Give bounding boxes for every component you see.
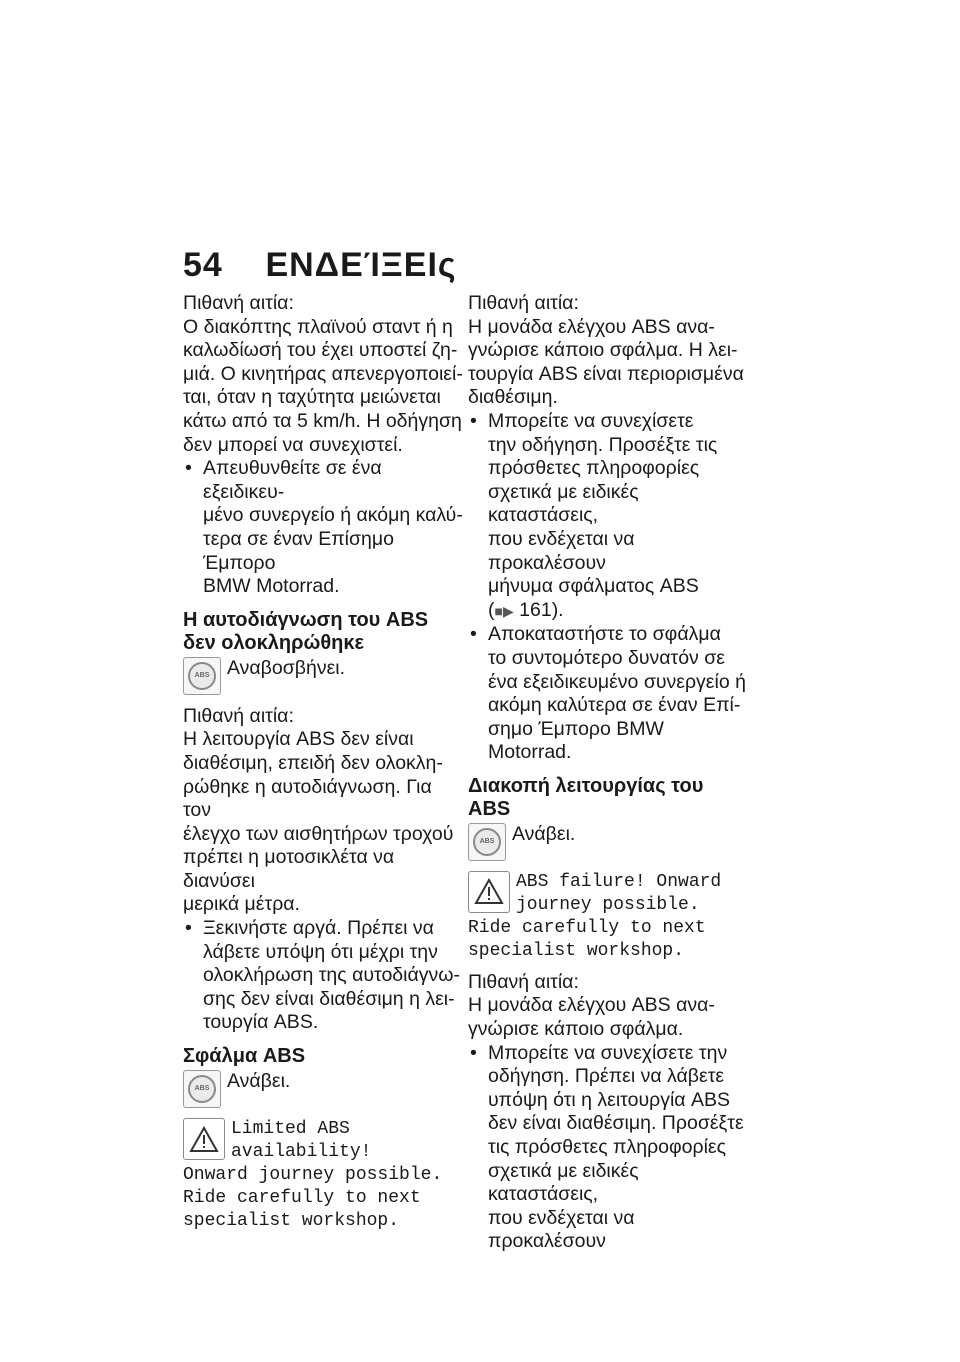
text-line: ένα εξειδικευμένο συνεργείο ή	[488, 670, 746, 693]
message-line: availability!	[231, 1142, 372, 1163]
text-line: διαθέσιμη.	[468, 386, 558, 409]
section-heading	[183, 609, 463, 655]
text-line: τουργία ABS είναι περιορισμένα	[468, 362, 744, 385]
message-line: specialist workshop.	[183, 1211, 400, 1232]
message-line: Onward journey possible.	[183, 1165, 443, 1186]
cause-text	[183, 728, 463, 917]
text-line: τις πρόσθετες πληροφορίες	[488, 1136, 727, 1159]
display-message	[468, 871, 748, 963]
cause-label: Πιθανή αιτία:	[183, 292, 294, 314]
text-line: ρώθηκε η αυτοδιάγνωση. Για τον	[183, 775, 432, 822]
message-line: ABS failure! Onward	[516, 871, 722, 892]
warning-triangle-icon	[183, 1118, 225, 1160]
text-line: Η μονάδα ελέγχου ABS ανα-	[468, 994, 715, 1017]
text-line: το συντομότερο δυνατόν σε	[488, 646, 725, 669]
heading-line: ABS	[468, 797, 511, 820]
message-line: Ride carefully to next	[183, 1188, 421, 1209]
text-line: • Μπορείτε να συνεχίσετε την	[488, 1041, 728, 1064]
text-line: υπόψη ότι η λειτουργία ABS	[488, 1088, 731, 1111]
message-line: journey possible.	[516, 894, 700, 915]
text-line: οδήγηση. Πρέπει να λάβετε	[488, 1065, 725, 1088]
abs-warning-light-icon: ABS	[183, 1070, 221, 1108]
text-line: λάβετε υπόψη ότι μέχρι την	[203, 940, 438, 963]
message-line: Limited ABS	[231, 1119, 350, 1140]
left-column	[183, 292, 463, 1233]
text-line: μένο συνεργείο ή ακόμη καλύ-	[203, 504, 463, 527]
reference-text: 161).	[519, 598, 564, 621]
cause-label: Πιθανή αιτία:	[468, 292, 579, 314]
text-line: σης δεν είναι διαθέσιμη η λει-	[203, 987, 455, 1010]
message-line: Ride carefully to next	[468, 917, 706, 938]
text-line: που ενδέχεται να προκαλέσουν	[488, 527, 635, 574]
page-number: 54	[183, 246, 223, 284]
cause-label: Πιθανή αιτία:	[468, 970, 579, 993]
text-line: σχετικά με ειδικές καταστάσεις,	[488, 480, 639, 527]
page-header	[183, 246, 457, 285]
text-line: μερικά μέτρα.	[183, 893, 300, 916]
text-line: • Αποκαταστήστε το σφάλμα	[488, 623, 721, 646]
text-line: την οδήγηση. Προσέξτε τις	[488, 433, 718, 456]
cause-text	[183, 316, 463, 458]
action-bullet	[468, 410, 748, 623]
text-line: μήνυμα σφάλματος ABS	[488, 575, 699, 598]
display-message-head	[516, 871, 721, 917]
display-message-head	[231, 1118, 371, 1164]
heading-line: Διακοπή λειτουργίας του	[468, 774, 704, 797]
text-line: έλεγχο των αισθητήρων τροχού	[183, 822, 454, 845]
text-line: τερα σε έναν Επίσημο Έμπορο	[203, 527, 394, 574]
text-line: γνώρισε κάποιο σφάλμα.	[468, 1018, 684, 1041]
section-heading	[468, 775, 748, 821]
text-line: γνώρισε κάποιο σφάλμα. Η λει-	[468, 339, 738, 362]
right-column	[468, 292, 748, 1254]
indicator-row	[183, 1070, 463, 1108]
section-heading: Σφάλμα ABS	[183, 1045, 306, 1068]
text-line: BMW Motorrad.	[203, 575, 340, 598]
indicator-row	[468, 823, 748, 861]
text-line: τουργία ABS.	[203, 1011, 319, 1034]
text-line: διαθέσιμη, επειδή δεν ολοκλη-	[183, 751, 443, 774]
text-line: Η λειτουργία ABS δεν είναι	[183, 728, 414, 751]
message-line: specialist workshop.	[468, 940, 685, 961]
text-line: μιά. Ο κινητήρας απενεργοποιεί-	[183, 362, 463, 385]
text-line: • Ξεκινήστε αργά. Πρέπει να	[203, 917, 434, 940]
indicator-state: Ανάβει.	[512, 822, 576, 845]
cause-label: Πιθανή αιτία:	[183, 704, 294, 727]
text-line: Ο διακόπτης πλαϊνού σταντ ή η	[183, 315, 453, 338]
text-line: ται, όταν η ταχύτητα μειώνεται	[183, 386, 441, 409]
heading-line: Η αυτοδιάγνωση του ABS	[183, 608, 429, 631]
text-line: που ενδέχεται να προκαλέσουν	[488, 1206, 635, 1253]
display-message	[183, 1118, 463, 1233]
action-bullet	[183, 457, 463, 599]
text-line: πρέπει η μοτοσικλέτα να διανύσει	[183, 846, 395, 892]
text-line: σχετικά με ειδικές καταστάσεις,	[488, 1159, 639, 1206]
text-line: κάτω από τα 5 km/h. Η οδήγηση	[183, 409, 462, 432]
abs-warning-light-icon: ABS	[183, 657, 221, 695]
text-line: πρόσθετες πληροφορίες	[488, 457, 700, 480]
text-line: δεν είναι διαθέσιμη. Προσέξτε	[488, 1112, 744, 1135]
warning-triangle-icon	[468, 871, 510, 913]
display-message-row	[468, 871, 748, 917]
display-message-row	[183, 1118, 463, 1164]
text-line: σημο Έμπορο BMW Motorrad.	[488, 717, 664, 764]
text-line: Η μονάδα ελέγχου ABS ανα-	[468, 315, 715, 338]
abs-warning-light-icon: ABS	[468, 823, 506, 861]
page-reference[interactable]: (■▶ 161).	[488, 598, 564, 621]
text-line: • Μπορείτε να συνεχίσετε	[488, 409, 694, 432]
cause-text	[468, 994, 748, 1041]
page-reference-arrow-icon: ■▶	[494, 602, 514, 619]
indicator-state: Ανάβει.	[227, 1070, 291, 1093]
text-line: ολοκλήρωση της αυτοδιάγνω-	[203, 964, 460, 987]
indicator-state: Αναβοσβήνει.	[227, 656, 346, 679]
heading-line: δεν ολοκληρώθηκε	[183, 631, 365, 654]
action-bullet	[468, 623, 748, 765]
indicator-row	[183, 657, 463, 695]
text-line: καλωδίωσή του έχει υποστεί ζη-	[183, 339, 458, 362]
text-line: δεν μπορεί να συνεχιστεί.	[183, 433, 403, 456]
action-bullet	[468, 1042, 748, 1254]
text-line: ακόμη καλύτερα σε έναν Επί-	[488, 694, 741, 717]
cause-text	[468, 316, 748, 410]
text-line: • Απευθυνθείτε σε ένα εξειδικευ-	[203, 457, 382, 503]
action-bullet	[183, 917, 463, 1035]
chapter-title: ΕΝΔΕΊΞΕΙς	[265, 246, 457, 284]
